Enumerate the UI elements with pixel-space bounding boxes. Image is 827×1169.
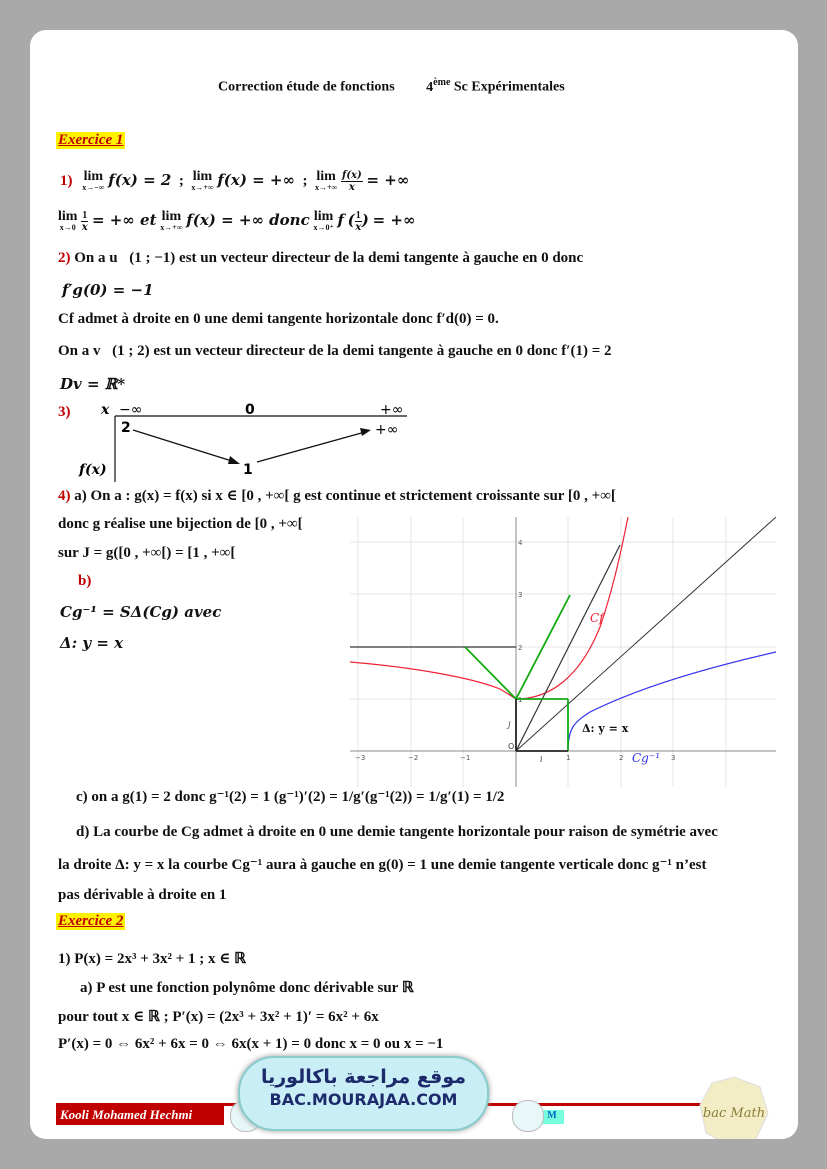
y-tick-1: 1: [518, 696, 523, 704]
curve-cf-right: [516, 517, 628, 699]
ex1-q2-line2: f′g(0) = −1: [62, 281, 154, 299]
label-cf: Cf: [590, 611, 604, 625]
ex2-q1b: pour tout x ∈ ℝ ; P′(x) = (2x³ + 3x² + 1)′ = 6x² + 6x: [58, 1009, 379, 1025]
exercise-2-heading: Exercice 2: [58, 913, 124, 929]
table-value-1: 1: [243, 462, 253, 478]
y-tick-4: 4: [518, 539, 523, 547]
ex1-q4d-line2: la droite Δ: y = x la courbe Cg⁻¹ aura à gauche en g(0) = 1 une demie tangente verticale donc g⁻¹ n’est: [58, 857, 707, 873]
ex1-q3-number: 3): [58, 404, 71, 420]
ex2-q1: 1) P(x) = 2x³ + 3x² + 1 ; x ∈ ℝ: [58, 951, 247, 967]
ex1-q4b-line2: Δ: y = x: [60, 634, 124, 652]
ex1-q4d-line3: pas dérivable à droite en 1: [58, 887, 227, 903]
variation-table: [75, 400, 415, 482]
ex1-q4d-line1: d) La courbe de Cg admet à droite en 0 une demie tangente horizontale pour raison de symétrie avec: [76, 824, 718, 840]
x-tick-3: 3: [671, 754, 676, 762]
footer-bubble-right: [512, 1100, 544, 1132]
label-delta: Δ: y = x: [582, 722, 629, 735]
ex1-q2-line1: 2) On a u⃗(1 ; −1) est un vecteur directeur de la demi tangente à gauche en 0 donc: [58, 250, 584, 266]
ex1-q1-line2: lim x→0 $\frac{1}{x}$ = +∞ et lim x→+∞ f(x) = +∞ donc lim x→0⁺ f ( $\frac{1}{x}$ ) = +∞: [58, 208, 416, 233]
function-graph: [350, 517, 776, 787]
ex1-q2-line3: Cf admet à droite en 0 une demi tangente horizontale donc f′d(0) = 0.: [58, 311, 499, 327]
x-tick-m3: −3: [355, 754, 366, 762]
curve-cg-inverse: [568, 652, 776, 751]
table-zero: 0: [245, 402, 255, 418]
site-banner[interactable]: [238, 1056, 489, 1131]
banner-site-link[interactable]: BAC.MOURAJAA.COM: [269, 1090, 458, 1109]
page-title: Correction étude de fonctions 4ème Sc Expérimentales: [218, 77, 565, 95]
bac-math-badge: [698, 1075, 770, 1139]
footer-right-tag: M: [540, 1110, 564, 1124]
table-fx-label: f(x): [79, 462, 107, 478]
label-cg-inverse: Cg⁻¹: [632, 751, 661, 765]
table-x-label: x: [101, 402, 110, 418]
table-minus-infinity: −∞: [119, 402, 143, 418]
x-tick-m2: −2: [408, 754, 419, 762]
x-tick-1: 1: [566, 754, 571, 762]
footer-author: Kooli Mohamed Hechmi: [56, 1105, 224, 1125]
label-i: i: [540, 755, 543, 764]
x-tick-m1: −1: [460, 754, 471, 762]
y-tick-2: 2: [518, 644, 523, 652]
exercise-1-heading: Exercice 1: [58, 132, 124, 148]
ex2-q1a: a) P est une fonction polynôme donc dérivable sur ℝ: [80, 980, 414, 996]
badge-text: bac Math: [702, 1106, 766, 1121]
graph-grid: [350, 517, 776, 787]
y-tick-3: 3: [518, 591, 523, 599]
ex1-q4b-label: b): [78, 573, 92, 589]
ex1-q1-line1: 1) lim x→−∞ f(x) = 2 ; lim x→+∞ f(x) = +∞ ; lim x→+∞ $\frac{f(x)}{x}$ = +∞: [60, 168, 410, 193]
table-plus-infinity: +∞: [380, 402, 404, 418]
ex1-q4a-line2: donc g réalise une bijection de [0 , +∞[: [58, 516, 303, 532]
curve-cf-left: [350, 662, 516, 699]
ex1-q2-line4: On a v⃗(1 ; 2) est un vecteur directeur de la demi tangente à gauche en 0 donc f′(1) = 2: [58, 343, 612, 359]
line-delta: [516, 517, 776, 751]
ex1-q2-line5: Dv = ℝ*: [60, 375, 126, 393]
ex1-q4a-line1: 4) a) On a : g(x) = f(x) si x ∈ [0 , +∞[ g est continue et strictement croissante sur [0 , +∞[: [58, 488, 616, 504]
label-j: j: [508, 720, 511, 729]
table-value-2: 2: [121, 420, 131, 436]
green-left-vector: [465, 647, 516, 699]
table-value-inf: +∞: [375, 422, 399, 438]
x-tick-2: 2: [619, 754, 624, 762]
ex1-q4b-line1: Cg⁻¹ = SΔ(Cg) avec: [60, 603, 222, 621]
banner-arabic: موقع مراجعة باكالوريا: [260, 1066, 467, 1088]
ex1-q4a-line3: sur J = g([0 , +∞[) = [1 , +∞[: [58, 545, 236, 561]
ex1-q4c: c) on a g(1) = 2 donc g⁻¹(2) = 1 (g⁻¹)′(2) = 1/g′(g⁻¹(2)) = 1/g′(1) = 1/2: [76, 789, 505, 805]
ex2-q1c: P′(x) = 0 ⇔ 6x² + 6x = 0 ⇔ 6x(x + 1) = 0 donc x = 0 ou x = −1: [58, 1036, 444, 1052]
label-origin: O: [508, 742, 515, 751]
document-page: [30, 30, 798, 1139]
